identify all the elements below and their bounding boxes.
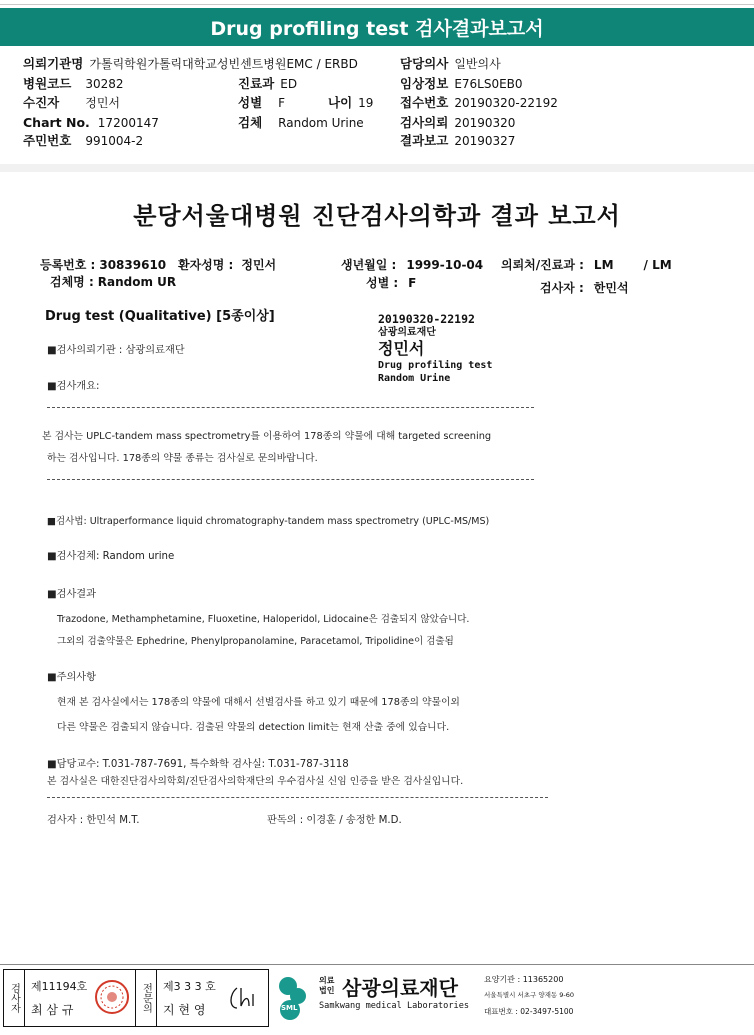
- method-line: ■검사법: Ultraperformance liquid chromatography-tandem mass spectrometry (UPLC-MS/MS): [47, 516, 490, 527]
- req-dept: [501, 256, 672, 273]
- report-date-value: 20190327: [454, 134, 516, 148]
- dashed-divider: [47, 479, 534, 480]
- code-field: [23, 75, 124, 93]
- examiner-label-cell: [4, 970, 25, 1026]
- spec-label: 검체명 :: [50, 275, 94, 289]
- dept-value: ED: [280, 77, 298, 91]
- sex-field: [238, 94, 285, 112]
- id-field: [23, 132, 143, 150]
- reader-line: 판독의 : 이경훈 / 송정한 M.D.: [267, 815, 402, 826]
- org-address: 서울특별시 서초구 양재동 9-60: [484, 991, 575, 999]
- doctor-label: 담당의사: [400, 56, 449, 71]
- age-value: 19: [358, 96, 374, 110]
- hospital-value: 가톨릭학원가톨릭대학교성빈센트병원EMC / ERBD: [89, 57, 358, 71]
- stamp-org: 삼광의료재단: [378, 327, 436, 338]
- org-prefix-1: 의료: [319, 976, 335, 985]
- specialist-name: 지 현 영: [163, 1003, 206, 1017]
- clinical-label: 임상정보: [400, 76, 449, 91]
- specialist-cell: [157, 970, 267, 1026]
- report-date-label: 결과보고: [400, 133, 449, 148]
- stamp-name: 정민서: [378, 339, 425, 358]
- test-name: Drug test (Qualitative) [5종이상]: [45, 309, 275, 324]
- age-field: [328, 94, 373, 112]
- accession-value: 20190320-22192: [454, 96, 558, 110]
- req-dept-value: LM: [593, 258, 614, 272]
- overview-line-2: 하는 검사입니다. 178종의 약물 종류는 검사실로 문의바랍니다.: [47, 453, 318, 464]
- dob-value: 1999-10-04: [406, 258, 484, 272]
- logo-text: SML: [281, 1004, 298, 1012]
- reg-label: 등록번호 :: [40, 258, 96, 272]
- dept-label: 진료과: [238, 76, 275, 91]
- reg-value: 30839610: [99, 258, 167, 272]
- patient-field: [23, 94, 120, 112]
- specimen-label: 검체: [238, 115, 263, 130]
- specialist-license: 제3 3 3 호: [163, 980, 216, 993]
- id-label: 주민번호: [23, 133, 72, 148]
- report-date-field: [400, 132, 515, 150]
- request-field: [400, 114, 515, 132]
- dashed-divider: [47, 797, 548, 798]
- dashed-divider: [47, 407, 534, 408]
- page-title-text: Drug profiling test 검사결과보고서: [210, 17, 544, 40]
- stamp-test: Drug profiling test: [378, 360, 493, 371]
- cert-line: 본 검사실은 대한진단검사의학회/진단검사의학재단의 우수검사실 신임 인증을 받은 검사실입니다.: [47, 776, 464, 787]
- req-dept-value2: / LM: [643, 258, 672, 272]
- section-divider: [0, 164, 754, 172]
- examiner-cell: [25, 970, 136, 1026]
- seal-icon: [93, 977, 131, 1017]
- clinical-value: E76LS0EB0: [454, 77, 523, 91]
- hospital-label: 의뢰기관명: [23, 56, 84, 71]
- examiner-license: 제11194호: [31, 980, 88, 993]
- hospital-field: [23, 55, 358, 73]
- specialist-label: 전문의: [140, 983, 152, 1013]
- signature-box: [3, 969, 269, 1027]
- notice-line-1: 현재 본 검사실에서는 178종의 약물에 대해서 선별검사를 하고 있기 때문에 178종의 약물이외: [57, 697, 460, 708]
- doctor-field: [400, 55, 501, 73]
- accession-field: [400, 94, 558, 112]
- page-title: [0, 8, 754, 46]
- specimen-field: [238, 114, 364, 132]
- org-name: 삼광의료재단: [342, 976, 458, 1000]
- accession-label: 접수번호: [400, 95, 449, 110]
- result-line-1: Trazodone, Methamphetamine, Fluoxetine, Haloperidol, Lidocaine은 검출되지 않았습니다.: [57, 614, 470, 625]
- report-title: 분당서울대병원 진단검사의학과 결과 보고서: [133, 202, 621, 230]
- dob-label: 생년월일 :: [341, 258, 397, 272]
- signature-icon: [227, 984, 261, 1014]
- specimen-line: ■검사검체: Random urine: [47, 551, 175, 562]
- chart-field: [23, 114, 159, 132]
- organization-block: [272, 970, 592, 1024]
- contact-line: ■담당교수: T.031-787-7691, 특수화학 검사실: T.031-787-3118: [47, 759, 349, 770]
- footer-divider: [0, 964, 754, 965]
- tester: [540, 279, 629, 296]
- notice-heading: ■주의사항: [47, 672, 96, 683]
- request-value: 20190320: [454, 116, 516, 130]
- result-line-2: 그외의 검출약물은 Ephedrine, Phenylpropanolamine, Paracetamol, Tripolidine이 검출됨: [57, 636, 454, 647]
- dept-field: [238, 75, 297, 93]
- org-type: [319, 976, 334, 996]
- specialist-label-cell: [136, 970, 157, 1026]
- specimen-value: Random Urine: [278, 116, 364, 130]
- clinical-field: [400, 75, 523, 93]
- report-sex: [366, 274, 416, 291]
- patient-label: 수진자: [23, 95, 60, 110]
- doctor-value: 일반의사: [454, 57, 501, 71]
- overview-line-1: 본 검사는 UPLC-tandem mass spectrometry를 이용하여 178종의 약물에 대해 targeted screening: [42, 431, 492, 442]
- age-label: 나이: [328, 95, 353, 110]
- chart-value: 17200147: [97, 116, 159, 130]
- sex-value: F: [278, 96, 286, 110]
- chart-label: Chart No.: [23, 115, 90, 130]
- spec-value: Random UR: [97, 275, 177, 289]
- dob: [341, 256, 483, 273]
- top-border: [0, 0, 754, 5]
- sml-logo-icon: [272, 972, 316, 1022]
- notice-line-2: 다른 약물은 검출되지 않습니다. 검출된 약물의 detection limit는 현재 산출 중에 있습니다.: [57, 722, 450, 733]
- request-label: 검사의뢰: [400, 115, 449, 130]
- patient-value: 정민서: [85, 96, 121, 110]
- org-code: 요양기관 : 11365200: [484, 975, 564, 984]
- tester-label: 검사자 :: [540, 281, 584, 295]
- overview-heading: ■검사개요:: [47, 381, 100, 392]
- code-value: 30282: [85, 77, 124, 91]
- examiner-name: 최 삼 규: [31, 1003, 74, 1017]
- stamp-specimen: Random Urine: [378, 373, 451, 384]
- inst-line: ■검사의뢰기관 : 삼광의료재단: [47, 345, 185, 356]
- code-label: 병원코드: [23, 76, 72, 91]
- stamp-accession: 20190320-22192: [378, 312, 475, 326]
- specimen-label-stamp: [378, 313, 492, 385]
- org-phone: 대표번호 : 02-3497-5100: [484, 1007, 574, 1016]
- patient-name: [178, 256, 276, 273]
- report-sex-label: 성별 :: [366, 276, 399, 290]
- name-label: 환자성명 :: [178, 258, 234, 272]
- sex-label: 성별: [238, 95, 263, 110]
- name-value: 정민서: [241, 258, 277, 272]
- org-prefix-2: 법인: [319, 986, 335, 995]
- report-sex-value: F: [408, 276, 417, 290]
- org-english-name: Samkwang medical Laboratories: [319, 1001, 470, 1011]
- signer-line: 검사자 : 한민석 M.T.: [47, 815, 140, 826]
- spec-name: [50, 273, 176, 290]
- reg-no: [40, 256, 166, 273]
- result-heading: ■검사결과: [47, 589, 96, 600]
- id-value: 991004-2: [85, 134, 144, 148]
- req-dept-label: 의뢰처/진료과 :: [501, 258, 584, 272]
- examiner-label: 검사자: [8, 983, 20, 1013]
- tester-value: 한민석: [593, 281, 629, 295]
